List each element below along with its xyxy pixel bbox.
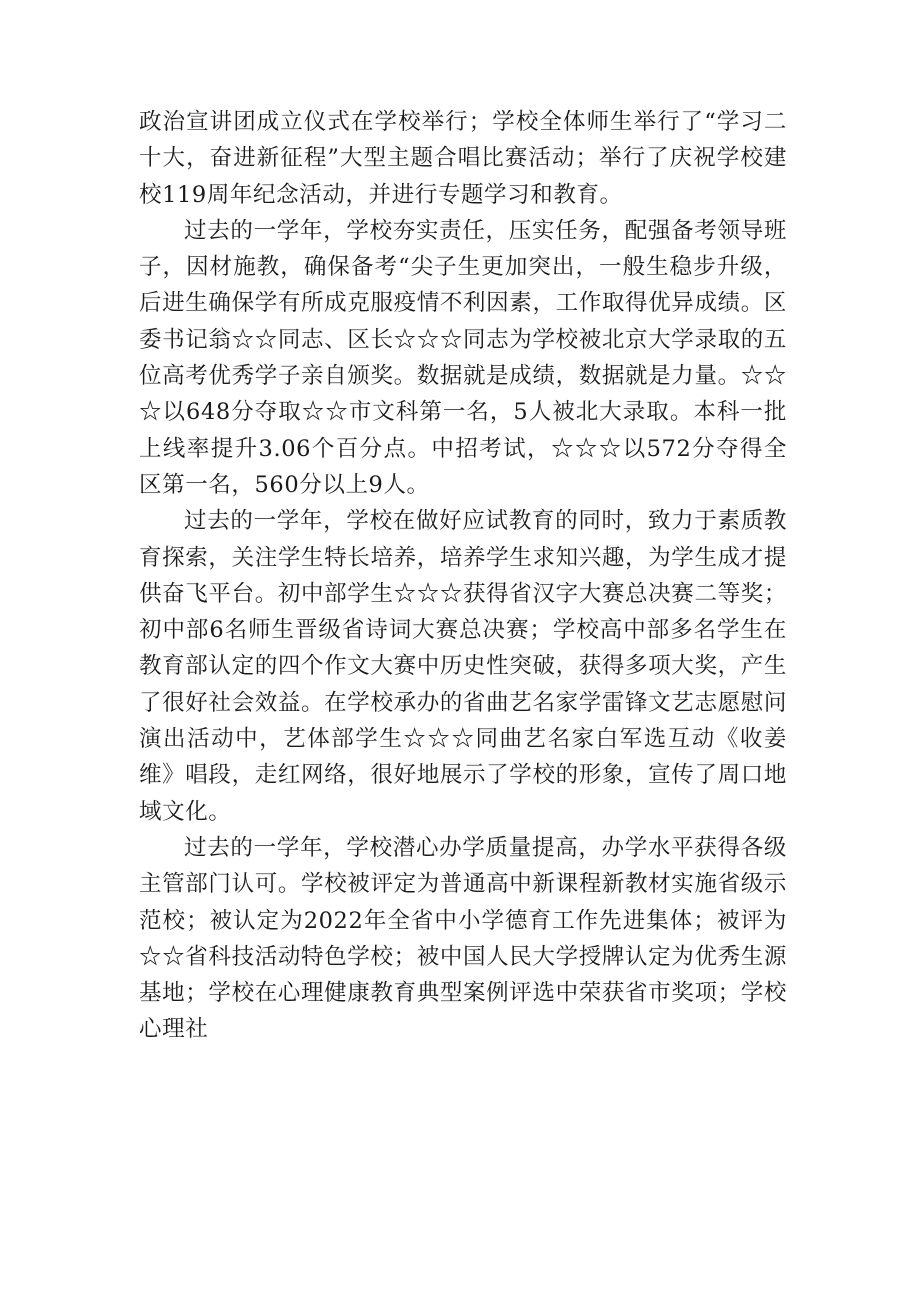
paragraph-continued: 政治宣讲团成立仪式在学校举行；学校全体师生举行了“学习二十大，奋进新征程”大型主题合唱比赛活动；举行了庆祝学校建校119周年纪念活动，并进行专题学习和教育。 [139, 109, 787, 208]
paragraph-exam-results: 过去的一学年，学校夯实责任，压实任务，配强备考领导班子，因材施教，确保备考“尖子生更加突出，一般生稳步升级，后进生确保学有所成克服疫情不利因素，工作取得优异成绩。区委书记翁☆☆同志、区长☆☆☆同志为学校被北京大学录取的五位高考优秀学子亲自颁奖。数据就是成绩，数据就是力量。☆☆☆以648分夺取☆☆市文科第一名，5人被北大录取。本科一批上线率提升3.06个百分点。中招考试，☆☆☆以572分夺得全区第一名，560分以上9人。 [139, 217, 787, 498]
document-body [139, 104, 787, 1048]
paragraph-quality-education: 过去的一学年，学校在做好应试教育的同时，致力于素质教育探索，关注学生特长培养，培养学生求知兴趣，为学生成才提供奋飞平台。初中部学生☆☆☆获得省汉字大赛总决赛二等奖；初中部6名师生晋级省诗词大赛总决赛；学校高中部多名学生在教育部认定的四个作文大赛中历史性突破，获得多项大奖，产生了很好社会效益。在学校承办的省曲艺名家学雷锋文艺志愿慰问演出活动中，艺体部学生☆☆☆同曲艺名家白军选互动《收姜维》唱段，走红网络，很好地展示了学校的形象，宣传了周口地域文化。 [139, 508, 787, 825]
paragraph-school-honors: 过去的一学年，学校潜心办学质量提高，办学水平获得各级主管部门认可。学校被评定为普通高中新课程新教材实施省级示范校；被认定为2022年全省中小学德育工作先进集体；被评为☆☆省科技活动特色学校；被中国人民大学授牌认定为优秀生源基地；学校在心理健康教育典型案例评选中荣获省市奖项；学校心理社 [139, 834, 787, 1043]
